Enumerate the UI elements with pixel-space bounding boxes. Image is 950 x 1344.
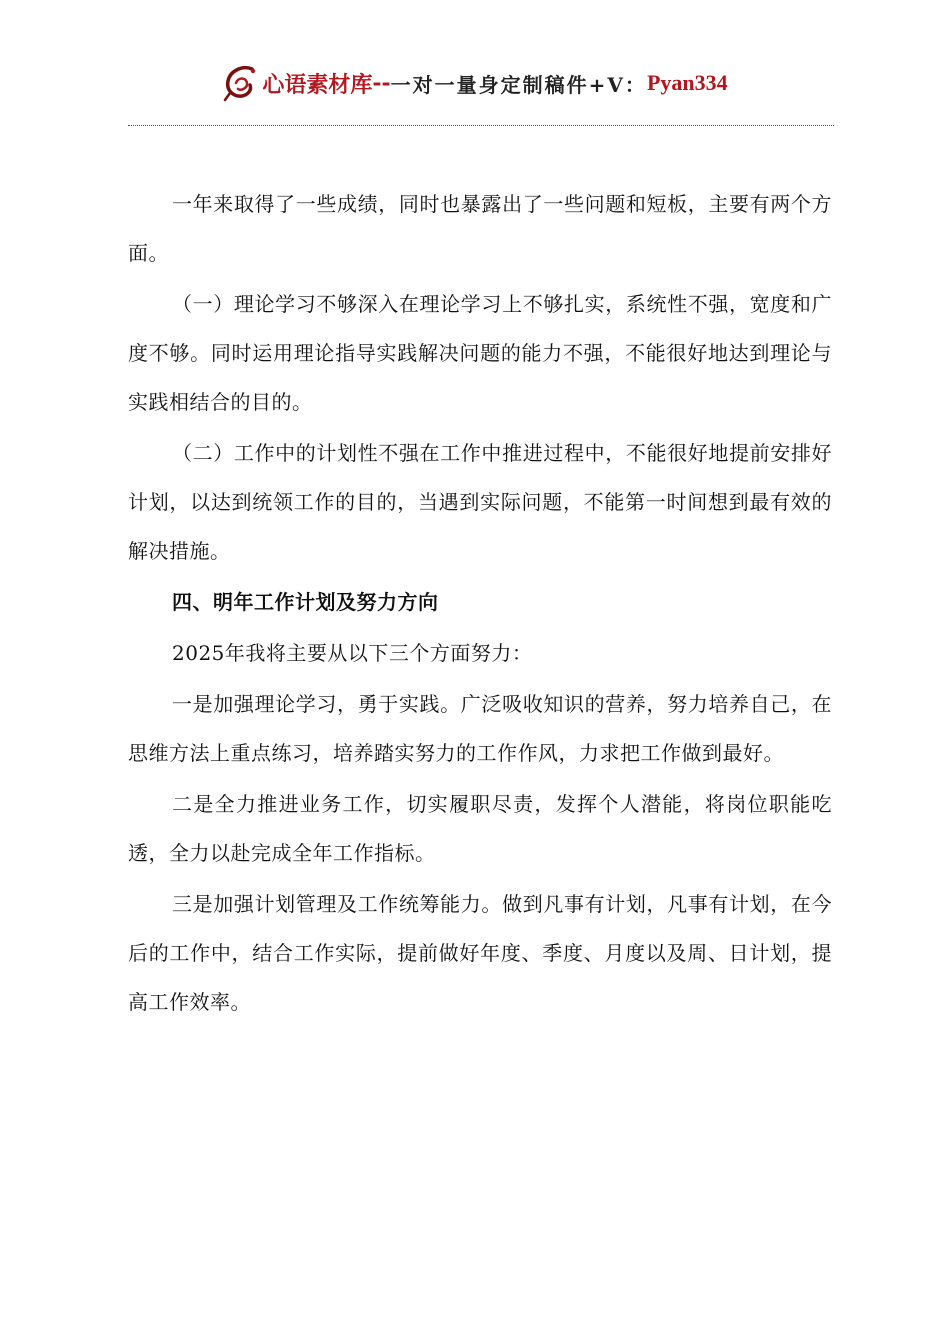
section-heading: 四、明年工作计划及努力方向 — [172, 590, 439, 614]
document-body — [128, 180, 832, 1029]
brand-name: 心语素材库 — [262, 71, 373, 98]
header-slogan: 一对一量身定制稿件+V： — [390, 72, 647, 97]
paragraph-summary: 一年来取得了一些成绩，同时也暴露出了一些问题和短板，主要有两个方面。 — [128, 192, 832, 265]
paragraph-plan-intro: 2025年我将主要从以下三个方面努力： — [172, 641, 533, 665]
paragraph-plan-two: 二是全力推进业务工作，切实履职尽责，发挥个人潜能，将岗位职能吃透，全力以赴完成全年工作指标。 — [128, 792, 832, 865]
header-divider — [128, 125, 834, 126]
paragraph-plan-one: 一是加强理论学习，勇于实践。广泛吸收知识的营养，努力培养自己，在思维方法上重点练习，培养踏实努力的工作作风，力求把工作做到最好。 — [128, 692, 832, 765]
page-header — [0, 58, 950, 108]
brand-separator: -- — [372, 70, 391, 96]
paragraph-problem-one: （一）理论学习不够深入在理论学习上不够扎实，系统性不强，宽度和广度不够。同时运用理论指导实践解决问题的能力不强，不能很好地达到理论与实践相结合的目的。 — [128, 292, 832, 414]
header-brand-line — [222, 63, 727, 103]
paragraph-plan-three: 三是加强计划管理及工作统筹能力。做到凡事有计划，凡事有计划，在今后的工作中，结合工作实际，提前做好年度、季度、月度以及周、日计划，提高工作效率。 — [128, 892, 832, 1014]
paragraph-problem-two: （二）工作中的计划性不强在工作中推进过程中，不能很好地提前安排好计划，以达到统领工作的目的，当遇到实际问题，不能第一时间想到最有效的解决措施。 — [128, 441, 832, 563]
contact-id: Pyan334 — [646, 70, 728, 95]
heart-brush-logo-icon — [222, 63, 260, 103]
